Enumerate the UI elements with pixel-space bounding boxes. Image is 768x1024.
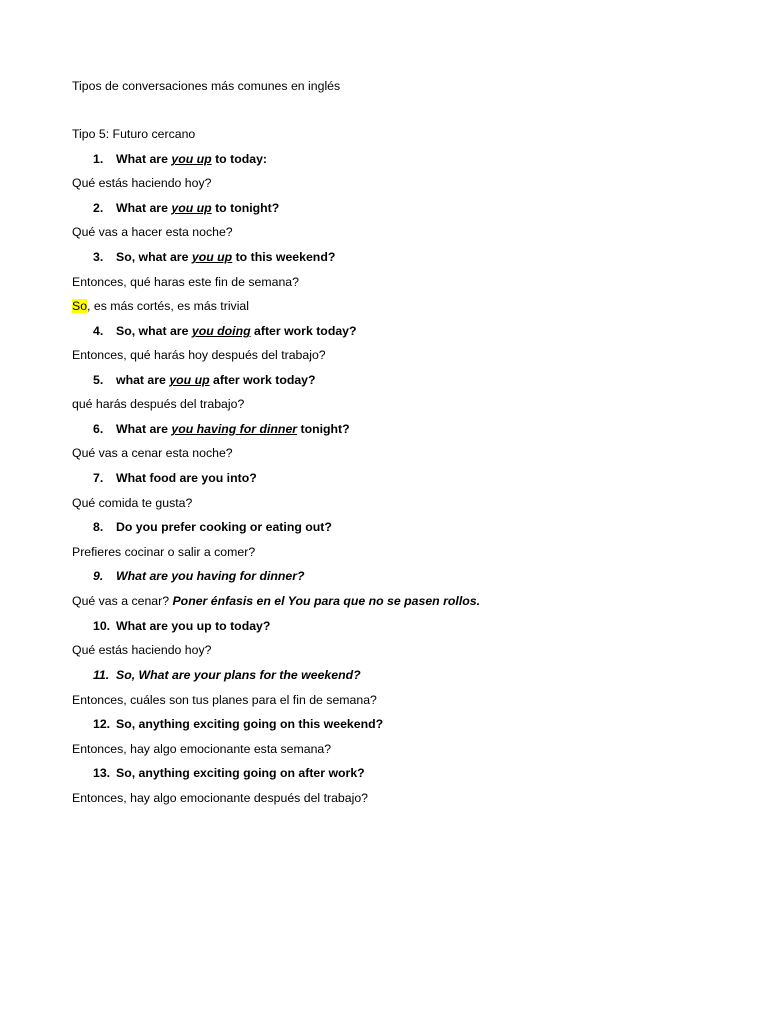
question-text: what are [116, 373, 170, 387]
translation-3: Entonces, qué haras este fin de semana? [72, 275, 299, 289]
question-item-13 [93, 765, 365, 781]
item-number: 3. [93, 250, 104, 264]
question-item-6 [93, 421, 350, 437]
question-text: So, what are [116, 250, 192, 264]
question-emphasis: you having for dinner [171, 422, 298, 436]
question-item-4 [93, 323, 357, 339]
question-emphasis: you up [171, 201, 212, 215]
question-text: What are [116, 201, 172, 215]
document-title: Tipos de conversaciones más comunes en inglés [72, 79, 341, 93]
translation-12: Entonces, hay algo emocionante esta semana? [72, 742, 332, 756]
note-so [72, 298, 249, 314]
item-number: 8. [93, 520, 104, 534]
emphasis-note: Poner énfasis en el You para que no se pasen rollos. [172, 594, 481, 608]
question-text: What are [116, 422, 172, 436]
item-number: 9. [93, 569, 104, 583]
question-text: What are you having for dinner? [116, 569, 305, 583]
item-number: 1. [93, 152, 104, 166]
item-number: 6. [93, 422, 104, 436]
translation-4: Entonces, qué harás hoy después del trabajo? [72, 348, 326, 362]
translation-9 [72, 593, 480, 609]
question-item-12 [93, 716, 383, 732]
translation-11: Entonces, cuáles son tus planes para el fin de semana? [72, 693, 377, 707]
question-emphasis: you up [191, 250, 233, 264]
question-item-3 [93, 249, 335, 265]
question-item-11 [93, 667, 361, 683]
question-text: What food are you into? [116, 471, 257, 485]
question-text: So, What are your plans for the weekend? [116, 668, 361, 682]
translation-5: qué harás después del trabajo? [72, 397, 245, 411]
item-number: 4. [93, 324, 104, 338]
question-text: after work today? [209, 373, 316, 387]
translation-text: Qué vas a cenar? [72, 594, 173, 608]
translation-7: Qué comida te gusta? [72, 496, 193, 510]
question-item-7 [93, 470, 257, 486]
translation-2: Qué vas a hacer esta noche? [72, 225, 233, 239]
item-number: 11. [93, 668, 110, 682]
question-text: So, what are [116, 324, 192, 338]
translation-10: Qué estás haciendo hoy? [72, 643, 212, 657]
item-number: 5. [93, 373, 104, 387]
translation-6: Qué vas a cenar esta noche? [72, 446, 233, 460]
question-text: Do you prefer cooking or eating out? [116, 520, 332, 534]
question-text: So, anything exciting going on after work? [116, 766, 365, 780]
question-text: What are you up to today? [116, 619, 271, 633]
question-text: to this weekend? [232, 250, 336, 264]
question-item-5 [93, 372, 316, 388]
question-text: What are [116, 152, 172, 166]
item-number: 12. [93, 717, 111, 731]
note-text: , es más cortés, es más trivial [87, 299, 249, 313]
item-number: 7. [93, 471, 104, 485]
question-item-2 [93, 200, 279, 216]
question-emphasis: you doing [191, 324, 251, 338]
translation-13: Entonces, hay algo emocionante después del trabajo? [72, 791, 369, 805]
item-number: 10. [93, 619, 111, 633]
translation-8: Prefieres cocinar o salir a comer? [72, 545, 256, 559]
translation-1: Qué estás haciendo hoy? [72, 176, 212, 190]
highlighted-word: So [72, 299, 88, 313]
item-number: 2. [93, 201, 104, 215]
question-item-1 [93, 151, 267, 167]
section-heading: Tipo 5: Futuro cercano [72, 127, 196, 141]
question-text: tonight? [297, 422, 350, 436]
question-emphasis: you up [169, 373, 210, 387]
item-number: 13. [93, 766, 111, 780]
question-text: So, anything exciting going on this weekend? [116, 717, 384, 731]
question-item-9 [93, 568, 305, 584]
question-text: after work today? [250, 324, 357, 338]
question-text: to tonight? [211, 201, 280, 215]
question-text: to today: [211, 152, 268, 166]
question-item-8 [93, 519, 332, 535]
question-item-10 [93, 618, 270, 634]
question-emphasis: you up [171, 152, 212, 166]
